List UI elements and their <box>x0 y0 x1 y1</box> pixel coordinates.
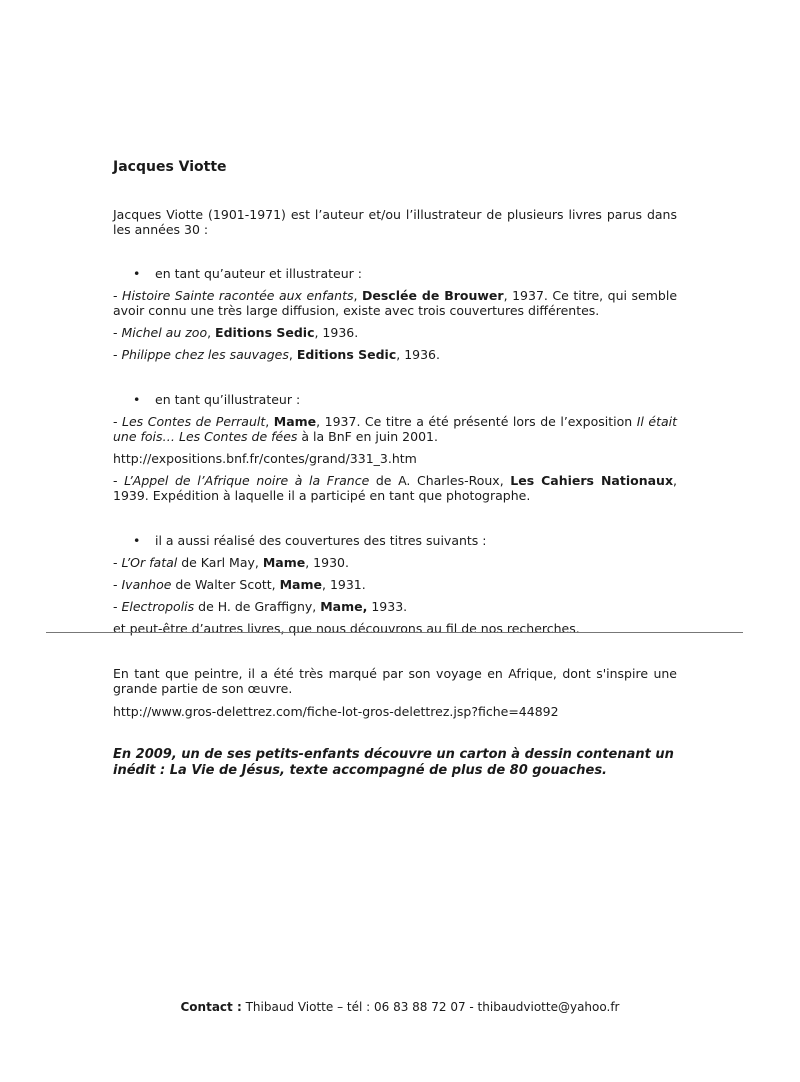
publisher: Mame <box>262 555 306 570</box>
book-item: - Electropolis de H. de Graffigny, Mame, 1933. <box>113 599 408 614</box>
bullet-icon: • <box>133 392 141 407</box>
bullet-icon: • <box>133 266 141 281</box>
bullet-illustrator <box>133 392 300 407</box>
book-title: Electropolis <box>121 599 195 614</box>
book-item: - Michel au zoo, Editions Sedic, 1936. <box>113 325 359 340</box>
book-item: - L’Appel de l’Afrique noire à la France de A. Charles-Roux, Les Cahiers Nationaux, 1939. Expédition à laquelle il a participé en tant que photographe. <box>113 473 677 503</box>
publisher: Les Cahiers Nationaux <box>510 473 674 488</box>
exhibition-title: Il était une fois… Les Contes de fées <box>113 414 678 444</box>
contact-label: Contact : <box>180 1000 242 1014</box>
book-item: - Les Contes de Perrault, Mame, 1937. Ce titre a été présenté lors de l’exposition Il était une fois… Les Contes de fées à la BnF en juin 2001. <box>113 414 678 444</box>
book-item: - Philippe chez les sauvages, Editions Sedic, 1936. <box>113 347 440 362</box>
gros-delettrez-url[interactable]: http://www.gros-delettrez.com/fiche-lot-gros-delettrez.jsp?fiche=44892 <box>113 704 559 719</box>
bullet-icon: • <box>133 533 141 548</box>
footer-contact <box>0 1000 800 1015</box>
publisher: Editions Sedic <box>296 347 397 362</box>
book-item: - Ivanhoe de Walter Scott, Mame, 1931. <box>113 577 366 592</box>
publisher: Mame <box>273 414 317 429</box>
book-item: - Histoire Sainte racontée aux enfants, Desclée de Brouwer, 1937. Ce titre, qui semble avoir connu une très large diffusion, existe avec trois couvertures différentes. <box>113 288 678 318</box>
publisher: Mame <box>279 577 322 592</box>
book-title: Philippe chez les sauvages <box>121 347 289 362</box>
painter-paragraph: En tant que peintre, il a été très marqué par son voyage en Afrique, dont s'inspire une grande partie de son œuvre. <box>113 666 677 696</box>
book-title: L’Appel de l’Afrique noire à la France <box>124 473 370 488</box>
book-item: - L’Or fatal de Karl May, Mame, 1930. <box>113 555 349 570</box>
contact-details: Thibaud Viotte – tél : 06 83 88 72 07 - thibaudviotte@yahoo.fr <box>241 1000 620 1014</box>
bullet-label: en tant qu’auteur et illustrateur : <box>155 266 362 281</box>
book-title: Ivanhoe <box>121 577 172 592</box>
book-title: Michel au zoo <box>121 325 208 340</box>
intro-paragraph: Jacques Viotte (1901-1971) est l’auteur et/ou l’illustrateur de plusieurs livres parus dans les années 30 : <box>113 207 677 237</box>
publisher: Desclée de Brouwer <box>362 288 504 303</box>
bnf-url[interactable]: http://expositions.bnf.fr/contes/grand/331_3.htm <box>113 451 417 466</box>
book-title: Les Contes de Perrault <box>122 414 266 429</box>
final-statement: En 2009, un de ses petits-enfants découvre un carton à dessin contenant un inédit : La Vie de Jésus, texte accompagné de plus de 80 gouaches. <box>113 747 674 778</box>
more-books-note: et peut-être d’autres livres, que nous découvrons au fil de nos recherches. <box>113 621 580 636</box>
book-title: Histoire Sainte racontée aux enfants <box>122 288 354 303</box>
bullet-label: il a aussi réalisé des couvertures des titres suivants : <box>155 533 487 548</box>
horizontal-rule <box>46 632 743 633</box>
book-title: L’Or fatal <box>121 555 178 570</box>
page-title: Jacques Viotte <box>113 159 227 175</box>
publisher: Editions Sedic <box>215 325 315 340</box>
bullet-covers <box>133 533 487 548</box>
bullet-author-illustrator <box>133 266 362 281</box>
publisher: Mame, <box>320 599 368 614</box>
bullet-label: en tant qu’illustrateur : <box>155 392 301 407</box>
